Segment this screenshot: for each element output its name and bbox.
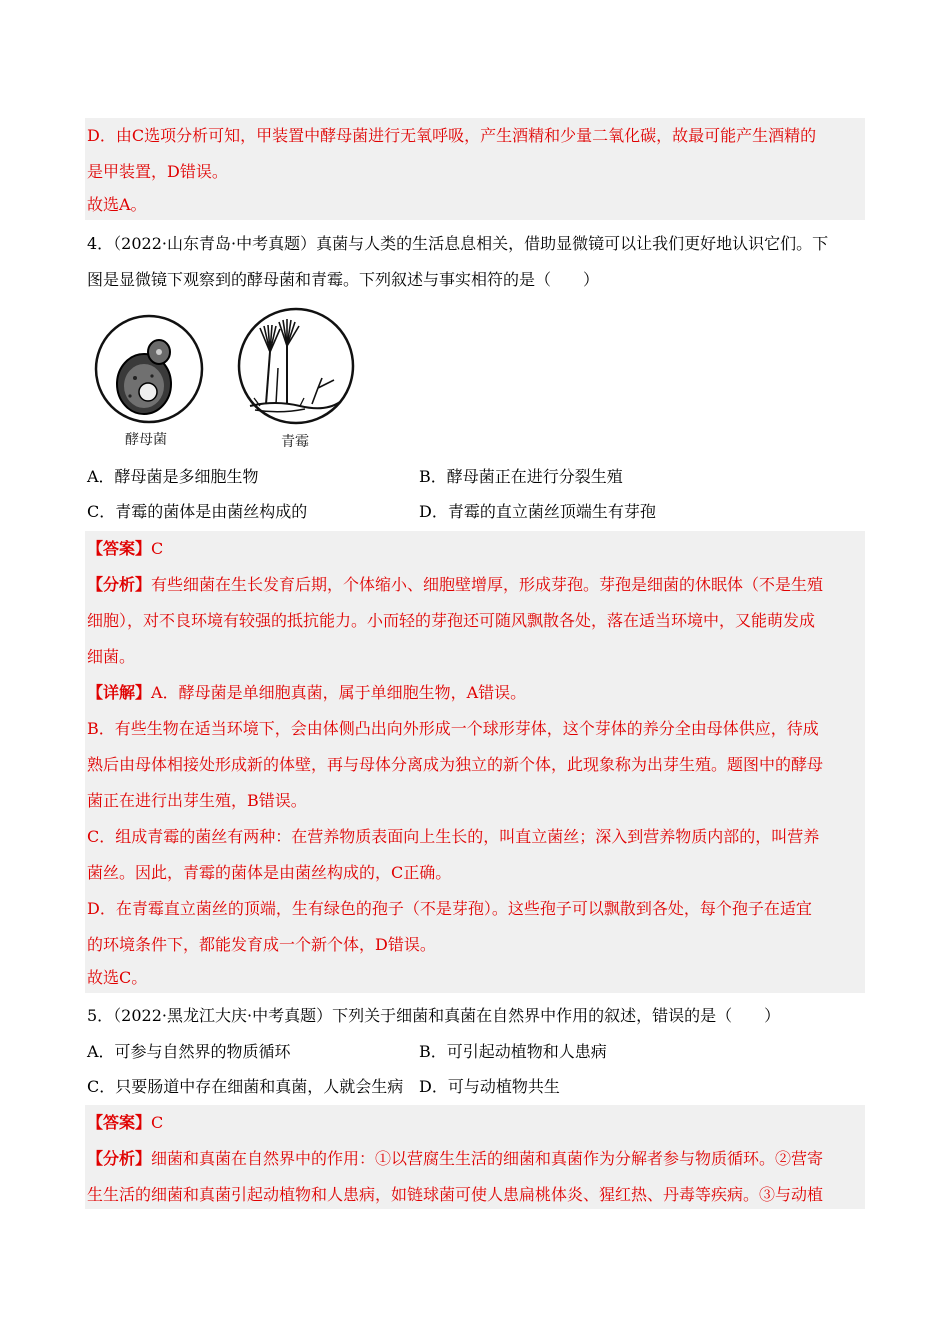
q5-analysis-line1 — [85, 1141, 865, 1177]
q4-detail-c2: 菌丝。因此，青霉的菌体是由菌丝构成的，C正确。 — [87, 863, 452, 882]
q4-detail-c1: C．组成青霉的菌丝有两种：在营养物质表面向上生长的，叫直立菌丝；深入到营养物质内部的，叫营养 — [87, 827, 820, 846]
q5-solution-block — [85, 1105, 865, 1209]
q5-options-row1 — [87, 1034, 867, 1070]
q4-options-row1 — [87, 459, 867, 495]
q4-detail-a — [85, 675, 865, 711]
q4-option-b[interactable]: B．酵母菌正在进行分裂生殖 — [419, 467, 623, 486]
q5-option-a[interactable]: A．可参与自然界的物质循环 — [87, 1042, 291, 1061]
q4-option-c[interactable]: C．青霉的菌体是由菌丝构成的 — [87, 502, 308, 521]
q5-answer-tag: 【答案】 — [87, 1113, 152, 1132]
q4-analysis-text1: 有些细菌在生长发育后期，个体缩小、细胞壁增厚，形成芽孢。芽孢是细菌的休眠体（不是生殖 — [151, 575, 824, 594]
q4-stem-line1: 4．（2022·山东青岛·中考真题）真菌与人类的生活息息相关，借助显微镜可以让我们更好地认识它们。下 — [87, 234, 829, 253]
q4-detail-tag: 【详解】 — [87, 683, 152, 702]
q4-options-row2 — [87, 494, 867, 530]
q5-option-c[interactable]: C．只要肠道中存在细菌和真菌，人就会生病 — [87, 1077, 404, 1096]
q4-conclusion: 故选C。 — [87, 968, 148, 987]
q4-figure — [90, 306, 355, 456]
q5-option-d[interactable]: D．可与动植物共生 — [419, 1077, 560, 1096]
q4-stem — [85, 226, 865, 298]
q4-detail-b1: B．有些生物在适当环境下，会由体侧凸出向外形成一个球形芽体，这个芽体的养分全由母体供应，待成 — [87, 719, 819, 738]
q4-answer-line — [85, 531, 865, 567]
q5-analysis-line2: 生生活的细菌和真菌引起动植物和人患病，如链球菌可使人患扁桃体炎、猩红热、丹毒等疾病。③与动植 — [87, 1185, 824, 1204]
q4-stem-line2: 图是显微镜下观察到的酵母菌和青霉。下列叙述与事实相符的是（ ） — [87, 270, 600, 289]
q4-answer-value: C — [151, 539, 164, 558]
q4-option-a[interactable]: A．酵母菌是多细胞生物 — [87, 467, 259, 486]
prev-answer-d-line1: D．由C选项分析可知，甲装置中酵母菌进行无氧呼吸，产生酒精和少量二氧化碳，故最可能产生酒精的 — [87, 126, 817, 145]
prev-answer-conclusion: 故选A。 — [87, 195, 147, 214]
penicillium-drawing — [239, 309, 353, 423]
q4-option-d[interactable]: D．青霉的直立菌丝顶端生有芽孢 — [419, 502, 656, 521]
q5-stem-line: 5．（2022·黑龙江大庆·中考真题）下列关于细菌和真菌在自然界中作用的叙述，错误的是（ ） — [87, 1006, 781, 1025]
q4-detail-b2: 熟后由母体相接处形成新的体壁，再与母体分离成为独立的新个体，此现象称为出芽生殖。题图中的酵母 — [87, 755, 824, 774]
prev-answer-block — [85, 118, 865, 220]
q5-answer-value: C — [151, 1113, 164, 1132]
microscope-figure — [90, 306, 355, 456]
yeast-label: 酵母菌 — [125, 432, 167, 448]
q4-answer-tag: 【答案】 — [87, 539, 152, 558]
q5-answer-line — [85, 1105, 865, 1141]
q4-detail-d1: D．在青霉直立菌丝的顶端，生有绿色的孢子（不是芽孢）。这些孢子可以飘散到各处，每个孢子在适宜 — [87, 899, 812, 918]
q5-analysis-tag: 【分析】 — [87, 1149, 152, 1168]
yeast-drawing — [96, 316, 202, 422]
q4-analysis-line3: 细菌。 — [87, 647, 136, 666]
q4-analysis-line1 — [85, 567, 865, 603]
q5-analysis-text1: 细菌和真菌在自然界中的作用：①以营腐生生活的细菌和真菌作为分解者参与物质循环。②营寄 — [151, 1149, 824, 1168]
q4-analysis-line2: 细胞），对不良环境有较强的抵抗能力。小而轻的芽孢还可随风飘散各处，落在适当环境中，又能萌发成 — [87, 611, 816, 630]
q5-stem — [85, 998, 865, 1034]
q5-options-row2 — [87, 1069, 867, 1105]
q4-detail-a-text: A．酵母菌是单细胞真菌，属于单细胞生物，A错误。 — [151, 683, 527, 702]
q4-solution-block — [85, 531, 865, 993]
q4-detail-d2: 的环境条件下，都能发育成一个新个体，D错误。 — [87, 935, 436, 954]
q4-analysis-tag: 【分析】 — [87, 575, 152, 594]
q4-detail-b3: 菌正在进行出芽生殖，B错误。 — [87, 791, 307, 810]
prev-answer-d-line2: 是甲装置，D错误。 — [87, 162, 228, 181]
penicillium-label: 青霉 — [281, 434, 309, 450]
q5-option-b[interactable]: B．可引起动植物和人患病 — [419, 1042, 607, 1061]
